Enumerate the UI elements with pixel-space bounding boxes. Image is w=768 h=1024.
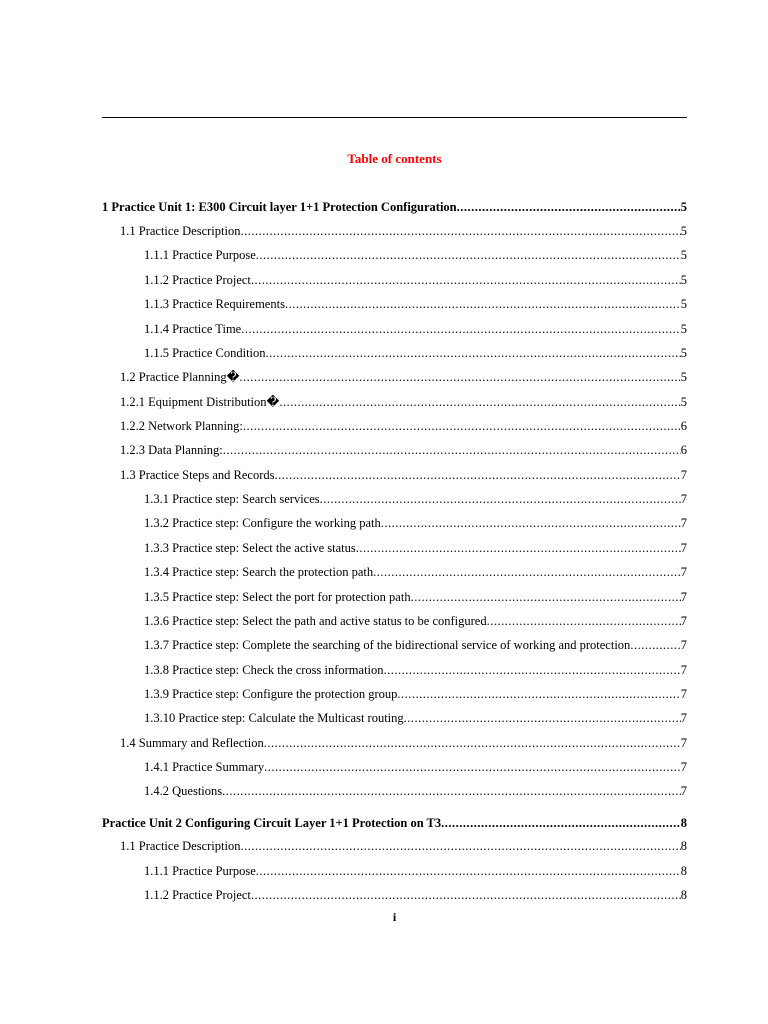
toc-leader-dots — [274, 466, 680, 484]
header-rule — [102, 117, 687, 118]
toc-entry-page: 7 — [680, 711, 687, 725]
toc-entry[interactable] — [144, 685, 687, 703]
toc-leader-dots — [251, 271, 681, 289]
toc-entry-title: 1.4.1 Practice Summary — [144, 760, 265, 774]
toc-entry-page: 5 — [680, 346, 687, 360]
toc-entry[interactable] — [144, 661, 687, 679]
toc-leader-dots — [264, 734, 681, 752]
toc-entry[interactable] — [120, 393, 687, 411]
toc-leader-dots — [441, 814, 681, 832]
toc-leader-dots — [222, 782, 681, 800]
toc-leader-dots — [630, 636, 680, 654]
toc-entry-title: 1.4.2 Questions — [144, 784, 223, 798]
toc-entry-title: 1.1.2 Practice Project — [144, 273, 251, 287]
toc-entry-title: 1.1.1 Practice Purpose — [144, 864, 256, 878]
toc-entry-title: 1.4 Summary and Reflection — [120, 736, 264, 750]
toc-leader-dots — [373, 563, 681, 581]
toc-entry-title: 1.3.6 Practice step: Select the path and active status to be configured — [144, 614, 487, 628]
toc-entry-title: 1.3.2 Practice step: Configure the working path — [144, 516, 381, 530]
toc-entry[interactable] — [144, 588, 687, 606]
toc-entry-page: 8 — [680, 839, 687, 853]
toc-entry-page: 7 — [680, 614, 687, 628]
toc-entry[interactable] — [144, 612, 687, 630]
toc-entry-page: 7 — [680, 760, 687, 774]
toc-entry[interactable] — [120, 441, 687, 459]
toc-leader-dots — [240, 837, 680, 855]
toc-entry-page: 7 — [680, 736, 687, 750]
toc-entry[interactable] — [120, 734, 687, 752]
toc-entry-title: 1.2.1 Equipment Distribution� — [120, 395, 280, 409]
toc-leader-dots — [243, 417, 681, 435]
toc-leader-dots — [411, 588, 681, 606]
toc-entry-page: 5 — [680, 370, 687, 384]
toc-entry-title: 1.3.8 Practice step: Check the cross information — [144, 663, 384, 677]
toc-entry[interactable] — [120, 368, 687, 386]
toc-entry-page: 5 — [680, 273, 687, 287]
toc-entry-page: 7 — [680, 590, 687, 604]
toc-entry-page: 6 — [680, 443, 687, 457]
toc-entry[interactable] — [120, 417, 687, 435]
toc-entry-page: 7 — [680, 541, 687, 555]
toc-leader-dots — [256, 246, 681, 264]
toc-entry[interactable] — [144, 709, 687, 727]
toc-leader-dots — [356, 539, 681, 557]
toc-entry-page: 5 — [680, 200, 687, 214]
toc-entry-title: 1.3.10 Practice step: Calculate the Multicast routing — [144, 711, 404, 725]
toc-entry-title: 1.2.3 Data Planning: — [120, 443, 223, 457]
toc-entry-title: 1.1.3 Practice Requirements — [144, 297, 285, 311]
toc-leader-dots — [266, 344, 681, 362]
toc-entry-page: 5 — [680, 395, 687, 409]
toc-entry-title: 1.1.1 Practice Purpose — [144, 248, 256, 262]
toc-leader-dots — [384, 661, 681, 679]
toc-entry[interactable] — [144, 344, 687, 362]
toc-entry[interactable] — [102, 198, 687, 216]
toc-entry[interactable] — [144, 886, 687, 904]
toc-entry[interactable] — [144, 320, 687, 338]
toc-leader-dots — [381, 514, 681, 532]
toc-leader-dots — [320, 490, 681, 508]
toc-entry-page: 8 — [680, 816, 687, 830]
toc-leader-dots — [256, 862, 681, 880]
toc-entry-page: 7 — [680, 565, 687, 579]
toc-entry-title: 1.1.5 Practice Condition — [144, 346, 266, 360]
toc-entry-title: 1.3.1 Practice step: Search services — [144, 492, 320, 506]
toc-entry-title: 1.2 Practice Planning� — [120, 370, 240, 384]
toc-entry-title: 1.3.5 Practice step: Select the port for protection path — [144, 590, 411, 604]
toc-leader-dots — [264, 758, 681, 776]
toc-leader-dots — [251, 886, 681, 904]
toc-entry-title: 1.2.2 Network Planning: — [120, 419, 243, 433]
toc-entry-page: 6 — [680, 419, 687, 433]
toc-entry[interactable] — [144, 563, 687, 581]
toc-leader-dots — [241, 320, 681, 338]
toc-entry-page: 5 — [680, 224, 687, 238]
toc-entry-page: 7 — [680, 638, 687, 652]
toc-entry-title: 1.3.9 Practice step: Configure the protection group — [144, 687, 398, 701]
toc-entry[interactable] — [102, 814, 687, 832]
toc-entry[interactable] — [144, 758, 687, 776]
toc-entry-title: 1.3 Practice Steps and Records — [120, 468, 275, 482]
toc-entry[interactable] — [144, 246, 687, 264]
toc-entry-title: 1.3.4 Practice step: Search the protection path — [144, 565, 374, 579]
toc-title: Table of contents — [347, 151, 442, 166]
toc-leader-dots — [457, 198, 681, 216]
toc-entry-page: 8 — [680, 888, 687, 902]
toc-entry[interactable] — [144, 782, 687, 800]
toc-leader-dots — [240, 222, 680, 240]
toc-entry-title: 1.3.3 Practice step: Select the active status — [144, 541, 356, 555]
toc-entry[interactable] — [120, 466, 687, 484]
toc-entry[interactable] — [144, 490, 687, 508]
toc-entry-page: 7 — [680, 516, 687, 530]
toc-entry[interactable] — [144, 862, 687, 880]
toc-entry-page: 5 — [680, 248, 687, 262]
toc-leader-dots — [279, 393, 680, 411]
toc-entry-page: 7 — [680, 663, 687, 677]
toc-entry-title: 1.1 Practice Description — [120, 224, 241, 238]
toc-entry[interactable] — [120, 222, 687, 240]
toc-leader-dots — [487, 612, 681, 630]
toc-leader-dots — [397, 685, 680, 703]
toc-entry-title: 1.1.2 Practice Project — [144, 888, 251, 902]
toc-entry[interactable] — [144, 636, 687, 654]
toc-entry-page: 7 — [680, 492, 687, 506]
toc-entry[interactable] — [120, 837, 687, 855]
toc-leader-dots — [239, 368, 680, 386]
toc-entry-page: 7 — [680, 784, 687, 798]
toc-leader-dots — [285, 295, 681, 313]
toc-entry-title: Practice Unit 2 Configuring Circuit Layer 1+1 Protection on T3 — [102, 816, 442, 830]
toc-entry[interactable] — [144, 295, 687, 313]
toc-leader-dots — [404, 709, 681, 727]
toc-entry-title: 1 Practice Unit 1: E300 Circuit layer 1+1 Protection Configuration — [102, 200, 457, 214]
toc-leader-dots — [223, 441, 681, 459]
toc-entry-page: 5 — [680, 322, 687, 336]
toc-entry-page: 5 — [680, 297, 687, 311]
toc-entry-title: 1.1 Practice Description — [120, 839, 241, 853]
toc-entry-title: 1.1.4 Practice Time — [144, 322, 242, 336]
page-number: i — [392, 910, 397, 924]
toc-entry[interactable] — [144, 514, 687, 532]
toc-entry[interactable] — [144, 539, 687, 557]
toc-entry-page: 8 — [680, 864, 687, 878]
toc-entry-title: 1.3.7 Practice step: Complete the searching of the bidirectional service of working and protection — [144, 638, 631, 652]
toc-entry[interactable] — [144, 271, 687, 289]
toc-entry-page: 7 — [680, 468, 687, 482]
toc-entry-page: 7 — [680, 687, 687, 701]
